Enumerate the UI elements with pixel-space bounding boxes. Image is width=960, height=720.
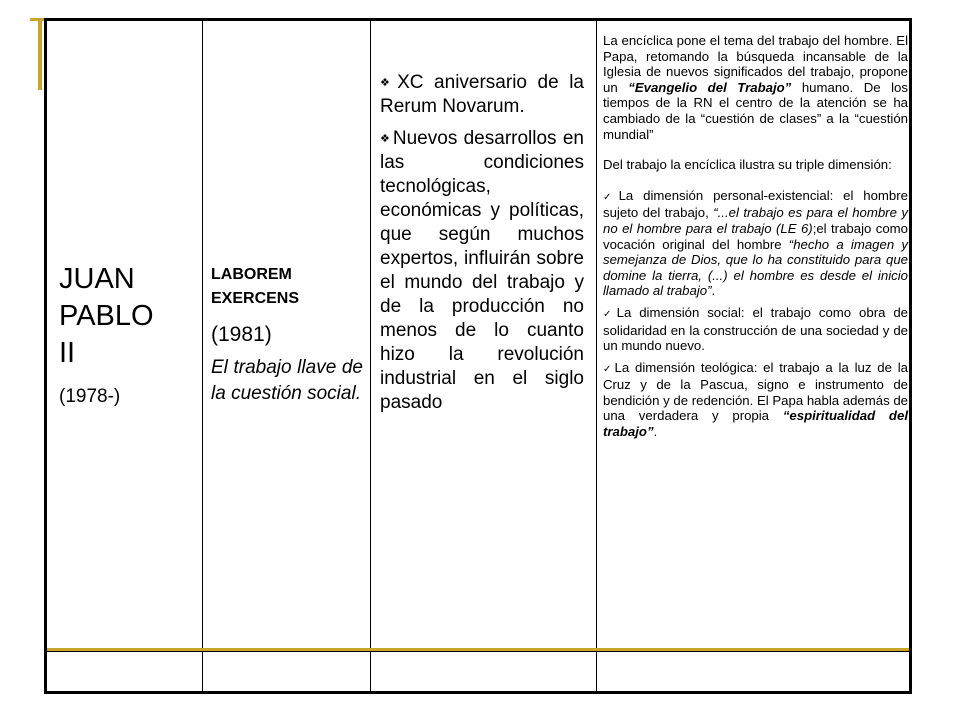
pope-name	[59, 261, 199, 372]
column-divider	[202, 21, 203, 691]
pope-name-line: JUAN	[59, 263, 135, 295]
content-cell	[603, 33, 908, 446]
intro-text: humano. De los tiempos de la RN el centro de la atención se ha cambiado de la “cuestión de clases” a la “cuestión mundial”	[603, 79, 908, 142]
triple-dimension-paragraph: Del trabajo la encíclica ilustra su triple dimensión:	[603, 157, 892, 173]
check-bullet-icon: ✓	[603, 191, 618, 203]
pope-name-line: PABLO	[59, 300, 154, 332]
empty-cell	[203, 652, 370, 692]
dimension-text: .	[653, 424, 658, 440]
context-bullet	[380, 71, 584, 119]
context-cell	[380, 71, 584, 423]
context-bullet-text: Nuevos desarrollos en las condiciones tecnológicas, económicas y políticas, que según muchos expertos, influirán sobre el mundo del trabajo y de la producción no menos de lo cuanto hizo la revolución industrial en el siglo pasado	[380, 128, 584, 413]
diamond-bullet-icon: ❖	[380, 77, 396, 89]
dimension-theological	[603, 360, 908, 440]
dimension-social	[603, 305, 908, 354]
context-bullet-text: XC aniversario de la Rerum Novarum.	[380, 72, 584, 117]
context-bullet	[380, 127, 584, 415]
intro-text: La encíclica pone el tema del trabajo del hombre. El Papa, retomando la búsqueda incansable de la Iglesia de nuevos significados del trabajo, propone un	[603, 33, 908, 95]
dimension-personal	[603, 188, 908, 299]
dimension-quote: “...el trabajo es para el hombre y no el hombre para el trabajo (LE 6)	[603, 205, 908, 236]
dimension-text: La dimensión personal-existencial: el hombre sujeto del trabajo,	[603, 187, 908, 221]
pope-name-line: II	[59, 337, 76, 369]
encyclical-cell	[211, 21, 363, 648]
column-divider	[596, 21, 597, 691]
encyclical-title-line: LABOREM	[211, 265, 292, 283]
encyclical-subtitle: El trabajo llave de la cuestión social.	[211, 356, 363, 404]
dimension-text: La dimensión social: el trabajo como obra de solidaridad en la construcción de una sociedad y de un mundo nuevo.	[603, 304, 908, 354]
encyclical-title	[211, 263, 363, 311]
decorative-accent-vertical	[38, 18, 42, 90]
intro-paragraph	[603, 33, 908, 142]
check-bullet-icon: ✓	[603, 363, 614, 375]
empty-cell	[47, 652, 202, 692]
dimension-text: La dimensión teológica: el trabajo a la luz de la Cruz y de la Pascua, signo e instrumento de bendición y de redención. El Papa habla además de una verdadera y propia	[603, 359, 908, 424]
intro-emphasis: “Evangelio del Trabajo”	[628, 79, 792, 95]
dimension-quote: “hecho a imagen y semejanza de Dios, que lo ha constituido para que domine la tierra, (...) el hombre es desde el inicio llamado al trabajo”	[603, 236, 908, 299]
encyclical-title-line: EXERCENS	[211, 289, 300, 307]
dimension-text: .	[711, 283, 716, 299]
column-divider	[370, 21, 371, 691]
empty-cell	[597, 652, 909, 692]
empty-cell	[371, 652, 596, 692]
pope-cell	[59, 21, 199, 648]
check-bullet-icon: ✓	[603, 308, 616, 320]
encyclical-year: (1981)	[211, 322, 272, 346]
dimension-emphasis: “espiritualidad del trabajo”	[603, 408, 908, 440]
summary-table	[44, 18, 912, 694]
pontificate-years: (1978-)	[59, 386, 121, 407]
dimension-text: ;el trabajo como vocación original del hombre	[603, 220, 908, 252]
diamond-bullet-icon: ❖	[380, 133, 391, 145]
